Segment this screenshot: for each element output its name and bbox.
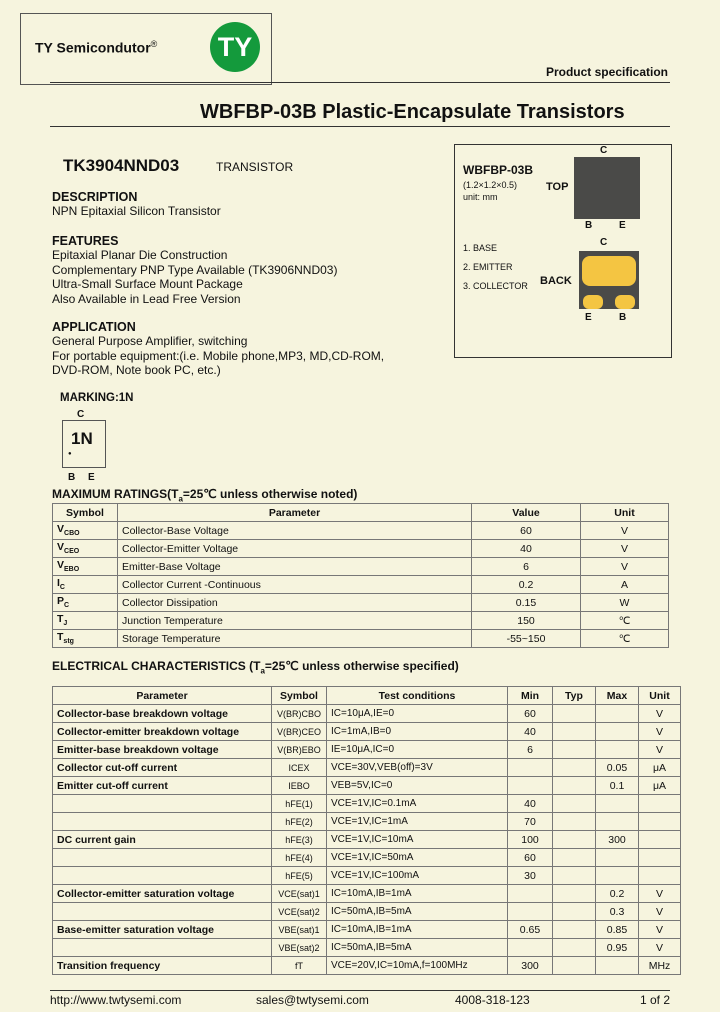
max-ratings-table [52, 503, 669, 648]
table-row [53, 759, 681, 777]
back-pin-c-label: C [600, 237, 608, 248]
parameter-cell: Collector-base breakdown voltage [53, 705, 272, 723]
footer-phone: 4008-318-123 [455, 993, 530, 1007]
parameter-cell [53, 867, 272, 885]
symbol-cell: V(BR)CEO [272, 723, 327, 741]
table-row [53, 885, 681, 903]
min-cell: 40 [508, 795, 553, 813]
conditions-cell: VCE=1V,IC=10mA [327, 831, 508, 849]
marking-pin-b: B [68, 472, 76, 483]
typ-cell [553, 957, 596, 975]
conditions-cell: VCE=1V,IC=0.1mA [327, 795, 508, 813]
features-section [52, 234, 442, 306]
parameter-cell: Storage Temperature [118, 630, 472, 648]
max-cell [596, 957, 639, 975]
symbol-cell: $I_C$ [53, 576, 118, 594]
min-cell: 40 [508, 723, 553, 741]
table-row [53, 831, 681, 849]
electrical-table [52, 686, 681, 975]
parameter-cell: Emitter cut-off current [53, 777, 272, 795]
unit-cell: V [581, 558, 669, 576]
table-row [53, 921, 681, 939]
unit-cell: V [639, 939, 681, 957]
symbol-cell: VBE(sat)2 [272, 939, 327, 957]
package-name: WBFBP-03B [463, 163, 534, 177]
conditions-cell: IE=10μA,IC=0 [327, 741, 508, 759]
part-type: TRANSISTOR [216, 160, 294, 174]
table-row [53, 777, 681, 795]
symbol-cell: $T_{stg}$ [53, 630, 118, 648]
unit-cell: V [639, 921, 681, 939]
parameter-cell: Collector Dissipation [118, 594, 472, 612]
parameter-cell: Base-emitter saturation voltage [53, 921, 272, 939]
features-line: Also Available in Lead Free Version [52, 291, 241, 306]
footer-url-link[interactable]: http://www.twtysemi.com [50, 993, 182, 1007]
description-line: NPN Epitaxial Silicon Transistor [52, 204, 221, 218]
unit-cell: V [639, 723, 681, 741]
table-row [53, 939, 681, 957]
application-heading: APPLICATION [52, 320, 136, 334]
parameter-cell: Collector-Emitter Voltage [118, 540, 472, 558]
table-row [53, 903, 681, 921]
col-parameter: Parameter [53, 687, 272, 705]
parameter-cell: Collector-Base Voltage [118, 522, 472, 540]
min-cell: 300 [508, 957, 553, 975]
title-divider [50, 126, 670, 127]
description-section [52, 190, 442, 219]
table-row [53, 723, 681, 741]
value-cell: 40 [472, 540, 581, 558]
typ-cell [553, 849, 596, 867]
top-view-chip [574, 157, 640, 219]
unit-cell [639, 831, 681, 849]
max-cell [596, 705, 639, 723]
footer-page-number: 1 of 2 [640, 993, 671, 1007]
min-cell [508, 885, 553, 903]
unit-cell: V [639, 903, 681, 921]
table-row [53, 705, 681, 723]
parameter-cell [53, 939, 272, 957]
symbol-cell: $V_{CBO}$ [53, 522, 118, 540]
collector-pad [582, 256, 636, 286]
top-pin-e-label: E [619, 220, 626, 231]
symbol-cell: V(BR)EBO [272, 741, 327, 759]
min-cell: 70 [508, 813, 553, 831]
table-row [53, 558, 669, 576]
conditions-cell: VCE=1V,IC=100mA [327, 867, 508, 885]
table-row [53, 849, 681, 867]
conditions-cell: IC=10mA,IB=1mA [327, 885, 508, 903]
symbol-cell: $V_{EBO}$ [53, 558, 118, 576]
table-row [53, 795, 681, 813]
back-pin-b-label: B [619, 312, 627, 323]
value-cell: -55~150 [472, 630, 581, 648]
symbol-cell: VCE(sat)2 [272, 903, 327, 921]
unit-cell: ℃ [581, 612, 669, 630]
symbol-cell: hFE(1) [272, 795, 327, 813]
max-cell: 0.2 [596, 885, 639, 903]
unit-cell: ℃ [581, 630, 669, 648]
package-dimensions: (1.2×1.2×0.5) [463, 180, 518, 190]
document-title: WBFBP-03B Plastic-Encapsulate Transistors [200, 101, 625, 123]
parameter-cell [53, 795, 272, 813]
col-parameter: Parameter [118, 504, 472, 522]
unit-cell [639, 867, 681, 885]
symbol-cell: VBE(sat)1 [272, 921, 327, 939]
col-unit: Unit [639, 687, 681, 705]
max-cell: 300 [596, 831, 639, 849]
typ-cell [553, 705, 596, 723]
col-value: Value [472, 504, 581, 522]
table-header-row [53, 504, 669, 522]
symbol-cell: $P_C$ [53, 594, 118, 612]
conditions-cell: IC=1mA,IB=0 [327, 723, 508, 741]
min-cell: 60 [508, 849, 553, 867]
symbol-cell: hFE(4) [272, 849, 327, 867]
min-cell [508, 759, 553, 777]
col-unit: Unit [581, 504, 669, 522]
symbol-cell: hFE(2) [272, 813, 327, 831]
table-row [53, 741, 681, 759]
pin-3-label: 3. COLLECTOR [463, 281, 528, 291]
col-min: Min [508, 687, 553, 705]
max-cell: 0.3 [596, 903, 639, 921]
parameter-cell: Emitter-Base Voltage [118, 558, 472, 576]
typ-cell [553, 777, 596, 795]
typ-cell [553, 741, 596, 759]
max-cell [596, 795, 639, 813]
table-row [53, 576, 669, 594]
symbol-cell: $T_J$ [53, 612, 118, 630]
min-cell: 30 [508, 867, 553, 885]
parameter-cell: Collector-emitter saturation voltage [53, 885, 272, 903]
pin-1-dot-icon: ● [68, 451, 72, 457]
part-number: TK3904NND03 [63, 156, 180, 175]
electrical-heading: ELECTRICAL CHARACTERISTICS ($T_a=25℃$ unless otherwise specified) [52, 659, 459, 676]
symbol-cell: ICEX [272, 759, 327, 777]
conditions-cell: IC=10μA,IE=0 [327, 705, 508, 723]
typ-cell [553, 831, 596, 849]
features-line: Epitaxial Planar Die Construction [52, 248, 228, 262]
marking-code: 1N [71, 429, 93, 448]
table-row [53, 957, 681, 975]
max-cell: 0.1 [596, 777, 639, 795]
max-cell: 0.05 [596, 759, 639, 777]
header-divider [50, 82, 670, 83]
min-cell [508, 777, 553, 795]
table-row [53, 522, 669, 540]
typ-cell [553, 867, 596, 885]
max-cell [596, 813, 639, 831]
value-cell: 0.2 [472, 576, 581, 594]
top-view-label: TOP [546, 181, 569, 193]
conditions-cell: VCE=20V,IC=10mA,f=100MHz [327, 957, 508, 975]
pin-2-label: 2. EMITTER [463, 262, 513, 272]
application-line: General Purpose Amplifier, switching [52, 334, 248, 348]
back-view-label: BACK [540, 275, 572, 287]
unit-cell [639, 849, 681, 867]
typ-cell [553, 903, 596, 921]
application-section [52, 320, 442, 378]
conditions-cell: VEB=5V,IC=0 [327, 777, 508, 795]
application-line: For portable equipment:(i.e. Mobile phone,MP3, MD,CD-ROM, [52, 348, 385, 363]
footer-divider [50, 990, 670, 991]
unit-cell: μA [639, 777, 681, 795]
parameter-cell [53, 813, 272, 831]
col-max: Max [596, 687, 639, 705]
symbol-cell: $V_{CEO}$ [53, 540, 118, 558]
max-cell: 0.85 [596, 921, 639, 939]
symbol-cell: hFE(5) [272, 867, 327, 885]
marking-heading: MARKING:1N [60, 392, 134, 404]
base-pad [615, 295, 635, 309]
top-pin-b-label: B [585, 220, 593, 231]
conditions-cell: VCE=1V,IC=50mA [327, 849, 508, 867]
max-cell [596, 867, 639, 885]
parameter-cell: Collector cut-off current [53, 759, 272, 777]
value-cell: 0.15 [472, 594, 581, 612]
max-cell: 0.95 [596, 939, 639, 957]
product-specification-label: Product specification [545, 65, 668, 79]
value-cell: 6 [472, 558, 581, 576]
features-line: Complementary PNP Type Available (TK3906NND03) [52, 262, 338, 277]
value-cell: 150 [472, 612, 581, 630]
table-row [53, 813, 681, 831]
symbol-cell: hFE(3) [272, 831, 327, 849]
symbol-cell: VCE(sat)1 [272, 885, 327, 903]
conditions-cell: IC=50mA,IB=5mA [327, 939, 508, 957]
pin-1-label: 1. BASE [463, 243, 498, 253]
conditions-cell: VCE=30V,VEB(off)=3V [327, 759, 508, 777]
symbol-cell: V(BR)CBO [272, 705, 327, 723]
unit-cell: MHz [639, 957, 681, 975]
parameter-cell: Junction Temperature [118, 612, 472, 630]
min-cell [508, 903, 553, 921]
parameter-cell: Collector-emitter breakdown voltage [53, 723, 272, 741]
min-cell: 6 [508, 741, 553, 759]
typ-cell [553, 921, 596, 939]
conditions-cell: VCE=1V,IC=1mA [327, 813, 508, 831]
marking-pin-e: E [88, 472, 95, 483]
typ-cell [553, 759, 596, 777]
table-row [53, 540, 669, 558]
max-cell [596, 849, 639, 867]
max-ratings-heading: MAXIMUM $RATINGS(T_a=25℃$ unless otherwise noted) [52, 487, 358, 504]
company-logo-box [20, 13, 272, 85]
unit-cell [639, 813, 681, 831]
description-heading: DESCRIPTION [52, 190, 138, 204]
package-unit: unit: mm [463, 192, 498, 202]
conditions-cell: IC=10mA,IB=1mA [327, 921, 508, 939]
table-row [53, 867, 681, 885]
unit-cell: V [639, 705, 681, 723]
unit-cell: V [639, 741, 681, 759]
symbol-cell: fT [272, 957, 327, 975]
table-row [53, 630, 669, 648]
unit-cell: μA [639, 759, 681, 777]
features-heading: FEATURES [52, 234, 119, 248]
back-pin-e-label: E [585, 312, 592, 323]
typ-cell [553, 885, 596, 903]
max-cell [596, 723, 639, 741]
company-name: TY Semicondutor® [35, 39, 158, 56]
parameter-cell: DC current gain [53, 831, 272, 849]
unit-cell [639, 795, 681, 813]
value-cell: 60 [472, 522, 581, 540]
col-test-conditions: Test conditions [327, 687, 508, 705]
table-row [53, 612, 669, 630]
min-cell: 0.65 [508, 921, 553, 939]
unit-cell: V [581, 540, 669, 558]
typ-cell [553, 939, 596, 957]
parameter-cell [53, 903, 272, 921]
unit-cell: V [639, 885, 681, 903]
marking-diagram [62, 420, 106, 468]
parameter-cell: Emitter-base breakdown voltage [53, 741, 272, 759]
unit-cell: V [581, 522, 669, 540]
ty-logo-icon: TY [210, 22, 260, 72]
typ-cell [553, 795, 596, 813]
typ-cell [553, 723, 596, 741]
features-line: Ultra-Small Surface Mount Package [52, 277, 243, 291]
marking-pin-c: C [77, 409, 85, 420]
col-typ: Typ [553, 687, 596, 705]
min-cell: 60 [508, 705, 553, 723]
parameter-cell [53, 849, 272, 867]
min-cell [508, 939, 553, 957]
footer-email-link[interactable]: sales@twtysemi.com [256, 993, 369, 1007]
emitter-pad [583, 295, 603, 309]
typ-cell [553, 813, 596, 831]
package-diagram-box [454, 144, 672, 358]
table-header-row [53, 687, 681, 705]
application-line: DVD-ROM, Note book PC, etc.) [52, 363, 221, 377]
col-symbol: Symbol [53, 504, 118, 522]
unit-cell: A [581, 576, 669, 594]
symbol-cell: IEBO [272, 777, 327, 795]
parameter-cell: Transition frequency [53, 957, 272, 975]
conditions-cell: IC=50mA,IB=5mA [327, 903, 508, 921]
top-pin-c-label: C [600, 145, 608, 156]
unit-cell: W [581, 594, 669, 612]
parameter-cell: Collector Current -Continuous [118, 576, 472, 594]
table-row [53, 594, 669, 612]
min-cell: 100 [508, 831, 553, 849]
col-symbol: Symbol [272, 687, 327, 705]
max-cell [596, 741, 639, 759]
